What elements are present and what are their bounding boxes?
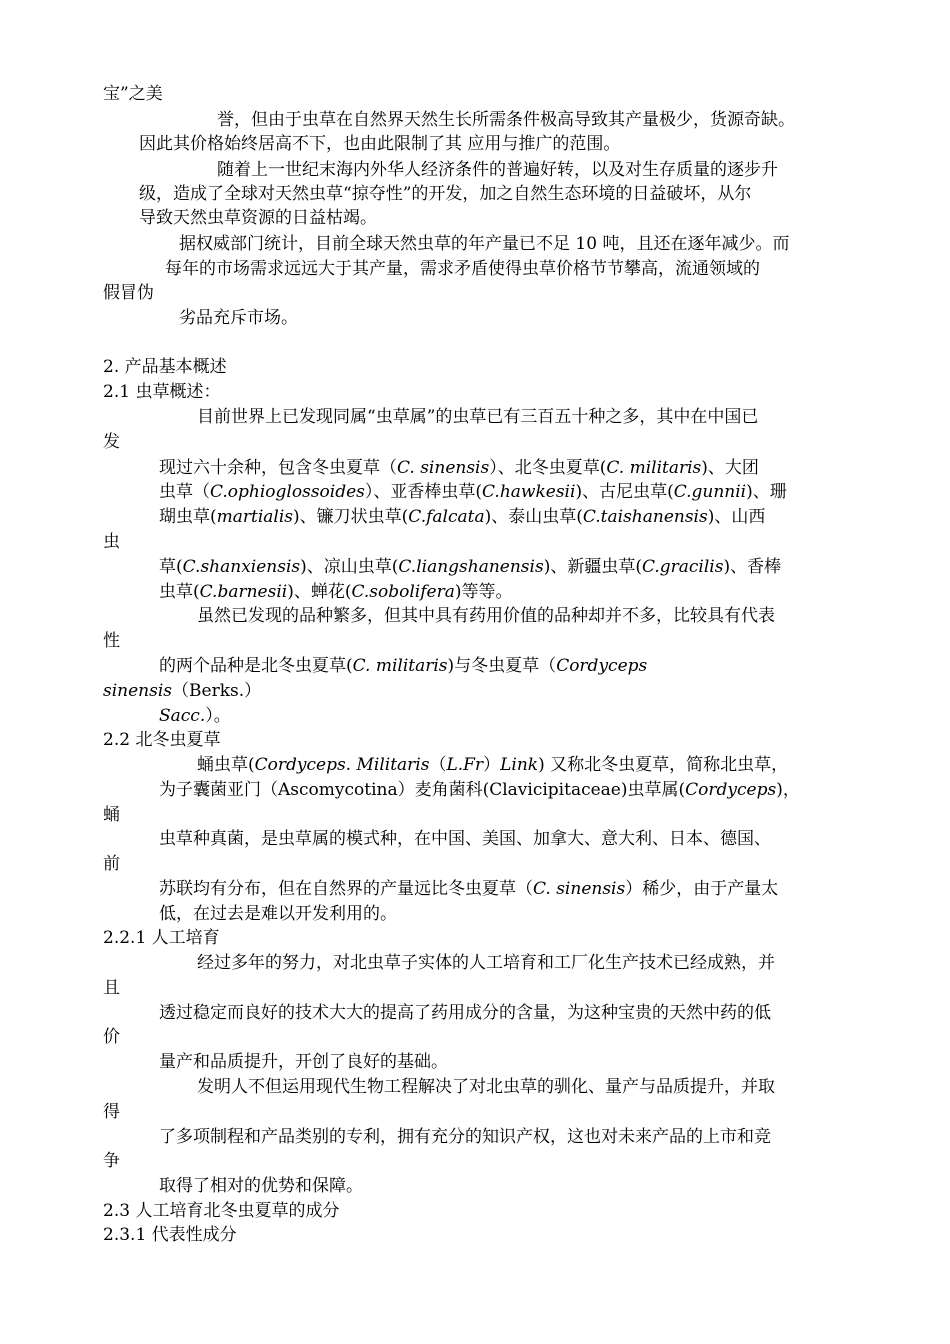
section-heading: 2.2.1 人工培育 [103,928,220,948]
text-line: 劣品充斥市场。 [179,308,298,328]
text-line: 目前世界上已发现同属“虫草属”的虫草已有三百五十种之多，其中在中国已 [197,407,759,427]
text-line: 誉，但由于虫草在自然界天然生长所需条件极高导致其产量极少，货源奇缺。 [217,110,795,130]
text-line: 苏联均有分布，但在自然界的产量远比冬虫夏草（C. sinensis）稀少，由于产量太 [159,879,779,899]
text-line: 现过六十余种，包含冬虫夏草（C. sinensis）、北冬虫夏草(C. militaris)、大团 [159,458,759,478]
text-line: 虫草(C.barnesii)、蝉花(C.sobolifera)等等。 [159,582,513,602]
section-heading: 2.2 北冬虫夏草 [103,730,221,750]
text-line: 为子囊菌亚门（Ascomycotina）麦角菌科(Clavicipitaceae)虫草属(Cordyceps)， [159,780,800,800]
text-line: sinensis（Berks.） [103,681,262,701]
text-line: 假冒伪 [103,283,154,303]
text-line: 价 [103,1027,120,1047]
text-line: 且 [103,978,120,998]
text-line: 每年的市场需求远远大于其产量，需求矛盾使得虫草价格节节攀高，流通领域的 [165,259,760,279]
text-line: 性 [103,631,120,651]
text-line: 虽然已发现的品种繁多，但其中具有药用价值的品种却并不多，比较具有代表 [197,606,775,626]
text-line: 草(C.shanxiensis)、凉山虫草(C.liangshanensis)、新疆虫草(C.gracilis)、香棒 [159,557,782,577]
text-line: 瑚虫草(martialis)、镰刀状虫草(C.falcata)、泰山虫草(C.taishanensis)、山西 [159,507,766,527]
text-line: 低，在过去是难以开发利用的。 [159,904,397,924]
text-line: 发 [103,432,120,452]
text-line: 据权威部门统计，目前全球天然虫草的年产量已不足 10 吨，且还在逐年减少。而 [179,234,790,254]
text-line: 量产和品质提升，开创了良好的基础。 [159,1052,448,1072]
text-line: 虫草（C.ophioglossoides）、亚香棒虫草(C.hawkesii)、古尼虫草(C.gunnii)、珊 [159,482,787,502]
text-line: 导致天然虫草资源的日益枯竭。 [139,208,377,228]
text-line: 经过多年的努力，对北虫草子实体的人工培育和工厂化生产技术已经成熟，并 [197,953,775,973]
text-line: Sacc.）。 [159,706,231,726]
text-line: 因此其价格始终居高不下，也由此限制了其 应用与推广的范围。 [139,134,621,154]
text-line: 虫 [103,532,120,552]
text-line: 虫草种真菌，是虫草属的模式种，在中国、美国、加拿大、意大利、日本、德国、 [159,829,771,849]
text-line: 争 [103,1151,120,1171]
text-line: 前 [103,854,120,874]
text-line: 透过稳定而良好的技术大大的提高了药用成分的含量，为这种宝贵的天然中药的低 [159,1003,771,1023]
text-line: 蛹虫草(Cordyceps. Militaris（L.Fr）Link) 又称北冬虫夏草，简称北虫草， [197,755,789,775]
text-line: 宝”之美 [103,84,163,104]
text-line: 取得了相对的优势和保障。 [159,1176,363,1196]
text-line: 发明人不但运用现代生物工程解决了对北虫草的驯化、量产与品质提升，并取 [197,1077,775,1097]
section-heading: 2. 产品基本概述 [103,357,227,377]
section-heading: 2.3 人工培育北冬虫夏草的成分 [103,1201,340,1221]
text-line: 了多项制程和产品类别的专利，拥有充分的知识产权，这也对未来产品的上市和竞 [159,1127,771,1147]
text-line: 级，造成了全球对天然虫草“掠夺性”的开发，加之自然生态环境的日益破坏，从尔 [139,184,752,204]
text-line: 得 [103,1102,120,1122]
text-line: 随着上一世纪末海内外华人经济条件的普遍好转，以及对生存质量的逐步升 [217,160,778,180]
text-line: 蛹 [103,805,120,825]
text-line: 的两个品种是北冬虫夏草(C. militaris)与冬虫夏草（Cordyceps [159,656,648,676]
section-heading: 2.1 虫草概述： [103,382,221,402]
section-heading: 2.3.1 代表性成分 [103,1225,237,1245]
